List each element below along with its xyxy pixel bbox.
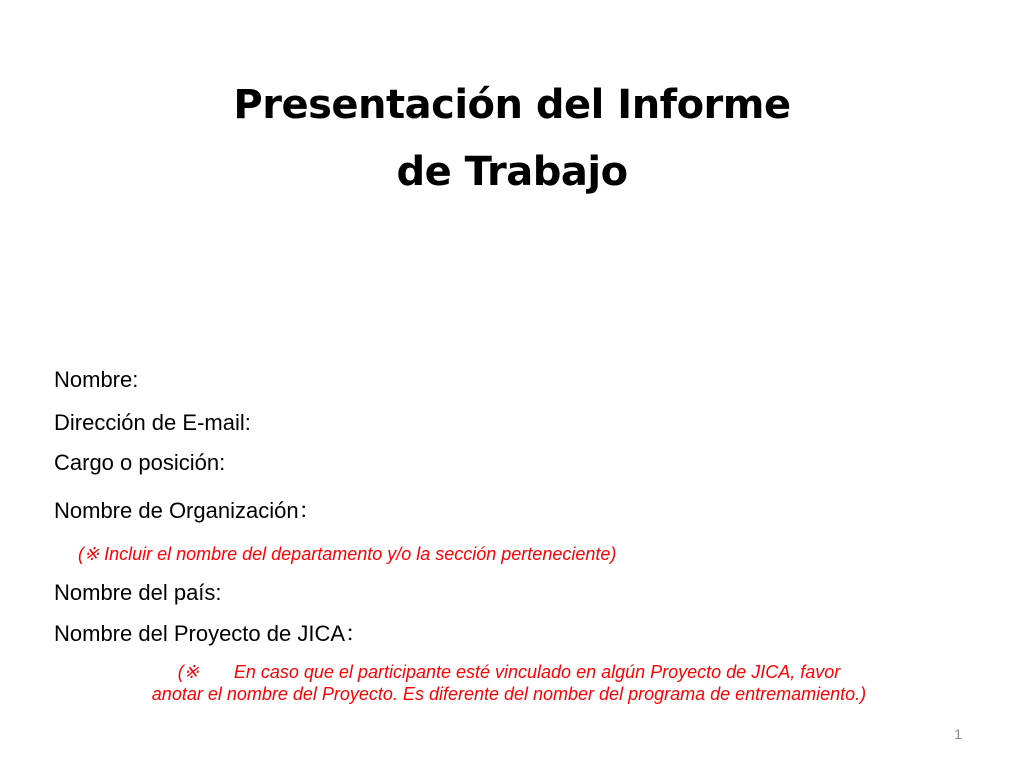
title-line-1: Presentación del Informe	[233, 82, 791, 128]
title-line-2: de Trabajo	[396, 149, 628, 195]
project-label: Nombre del Proyecto de JICA：	[54, 621, 368, 646]
country-label: Nombre del país:	[54, 580, 222, 605]
name-label: Nombre:	[54, 367, 139, 392]
project-note-line-2: anotar el nombre del Proyecto. Es diferente del nomber del programa de entremamiento.)	[151, 684, 867, 704]
position-label: Cargo o posición:	[54, 450, 226, 475]
slide-title	[62, 72, 962, 206]
email-label: Dirección de E-mail:	[54, 410, 251, 435]
project-note-line-1: (※ En caso que el participante esté vinculado en algún Proyecto de JICA, favor	[177, 662, 841, 682]
organization-note: (※ Incluir el nombre del departamento y/o la sección perteneciente)	[78, 544, 617, 564]
organization-label: Nombre de Organización：	[54, 498, 321, 523]
page-number: 1	[954, 726, 962, 742]
project-note	[54, 661, 964, 705]
